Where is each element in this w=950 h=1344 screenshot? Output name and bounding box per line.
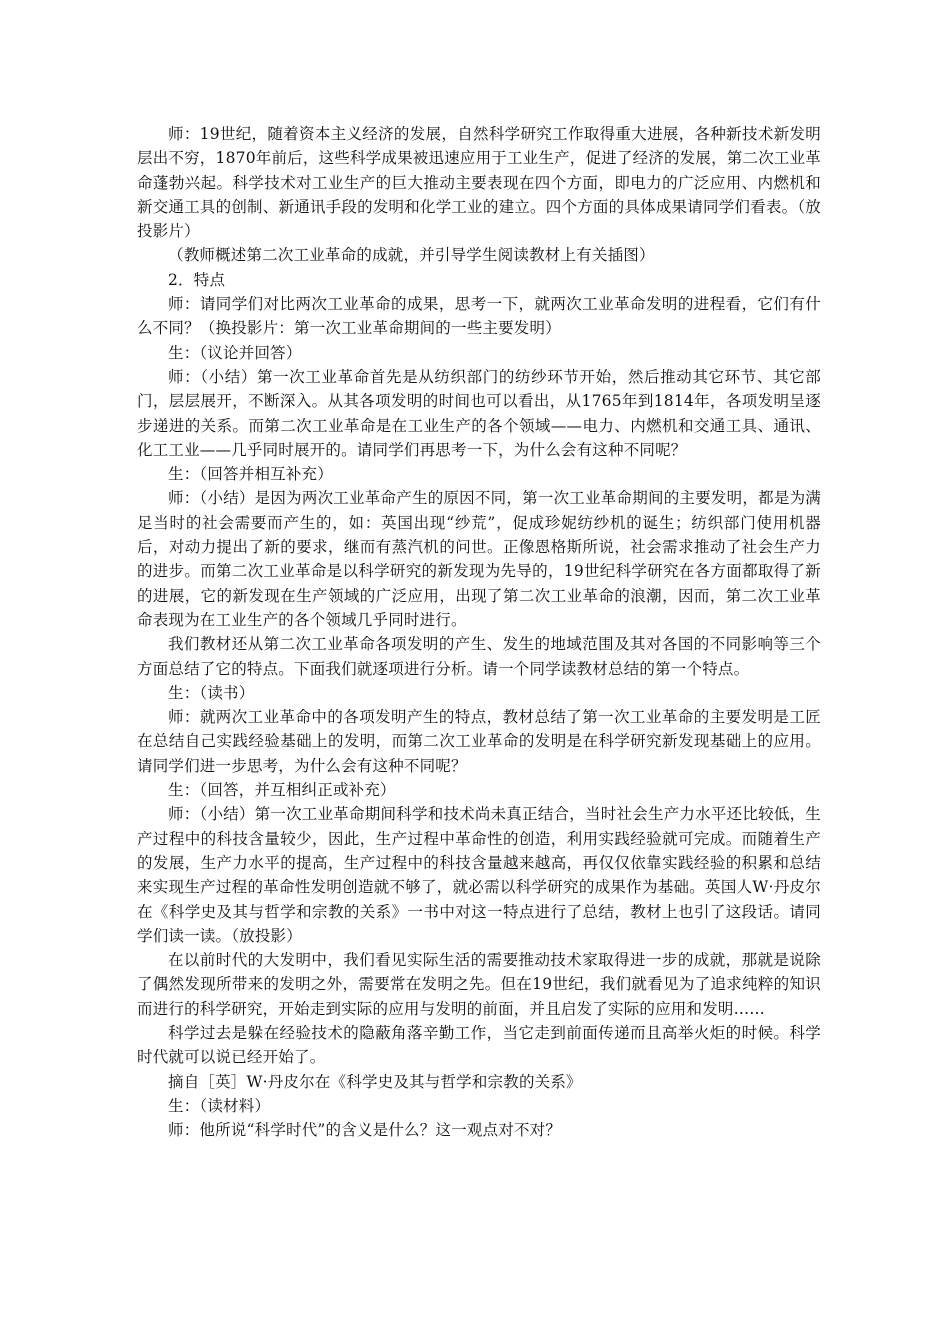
paragraph: 生：（读材料）: [168, 1096, 271, 1115]
paragraph: 师：（小结）第一次工业革命首先是从纺织部门的纺纱环节开始，然后推动其它环节、其它部门，层层展开，不断深入。从其各项发明的时间也可以看出，从1765年到1814年，各项发明呈逐步递进的关系。而第二次工业革命是在工业生产的各个领域——电力、内燃机和交通工具、通讯、化工工业——几乎同时展开的。请同学们再思考一下，为什么会有这种不同呢？: [137, 367, 821, 459]
paragraph: 师：（小结）是因为两次工业革命产生的原因不同，第一次工业革命期间的主要发明，都是为满足当时的社会需要而产生的，如：英国出现“纱荒”，促成珍妮纺纱机的诞生；纺织部门使用机器后，对动力提出了新的要求，继而有蒸汽机的问世。正像恩格斯所说，社会需求推动了社会生产力的进步。而第二次工业革命是以科学研究的新发现为先导的，19世纪科学研究在各方面都取得了新的进展，它的新发现在生产领域的广泛应用，出现了第二次工业革命的浪潮，因而，第二次工业革命表现为在工业生产的各个领域几乎同时进行。: [137, 489, 821, 629]
paragraph: 生：（读书）: [168, 683, 255, 702]
paragraph: 生：（议论并回答）: [168, 343, 302, 362]
paragraph: 师：（小结）第一次工业革命期间科学和技术尚未真正结合，当时社会生产力水平还比较低，生产过程中的科技含量较少，因此，生产过程中革命性的创造，利用实践经验就可完成。而随着生产的发展，生产力水平的提高，生产过程中的科技含量越来越高，再仅仅依靠实践经验的积累和总结来实现生产过程的革命性发明创造就不够了，就必需以科学研究的成果作为基础。英国人W·丹皮尔在《科学史及其与哲学和宗教的关系》一书中对这一特点进行了总结，教材上也引了这段话。请同学们读一读。（放投影）: [137, 805, 821, 945]
paragraph: 生：（回答，并互相纠正或补充）: [168, 781, 396, 800]
paragraph-intro: 师：19世纪，随着资本主义经济的发展，自然科学研究工作取得重大进展，各种新技术新发明层出不穷，1870年前后，这些科学成果被迅速应用于工业生产，促进了经济的发展，第二次工业革命蓬勃兴起。科学技术对工业生产的巨大推动主要表现在四个方面，即电力的广泛应用、内燃机和新交通工具的创制、新通讯手段的发明和化学工业的建立。四个方面的具体成果请同学们看表。（放投影片）: [137, 125, 821, 241]
section-heading: 2．特点: [168, 270, 226, 289]
paragraph: 生：（回答并相互补充）: [168, 465, 333, 484]
paragraph: 我们教材还从第二次工业革命各项发明的产生、发生的地域范围及其对各国的不同影响等三个方面总结了它的特点。下面我们就逐项进行分析。请一个同学读教材总结的第一个特点。: [137, 635, 821, 678]
document-body: [137, 122, 821, 1142]
paragraph: 师：请同学们对比两次工业革命的成果，思考一下，就两次工业革命发明的进程看，它们有什么不同？（换投影片：第一次工业革命期间的一些主要发明）: [137, 295, 821, 338]
paragraph-note: （教师概述第二次工业革命的成就，并引导学生阅读教材上有关插图）: [168, 246, 655, 265]
quote-paragraph: 科学过去是躲在经验技术的隐蔽角落辛勤工作，当它走到前面传递而且高举火炬的时候。科学时代就可以说已经开始了。: [137, 1023, 821, 1067]
paragraph: 师：就两次工业革命中的各项发明产生的特点，教材总结了第一次工业革命的主要发明是工匠在总结自己实践经验基础上的发明，而第二次工业革命的发明是在科学研究新发现基础上的应用。请同学们进一步思考，为什么会有这种不同呢？: [137, 708, 821, 775]
quote-paragraph: 在以前时代的大发明中，我们看见实际生活的需要推动技术家取得进一步的成就，那就是说除了偶然发现所带来的发明之外，需要常在发明之先。但在19世纪，我们就看见为了追求纯粹的知识而进行的科学研究，开始走到实际的应用与发明的前面，并且启发了实际的应用和发明……: [137, 951, 821, 1018]
paragraph: 师：他所说“科学时代”的含义是什么？这一观点对不对？: [168, 1121, 562, 1140]
quote-source: 摘自［英］W·丹皮尔在《科学史及其与哲学和宗教的关系》: [168, 1072, 582, 1091]
